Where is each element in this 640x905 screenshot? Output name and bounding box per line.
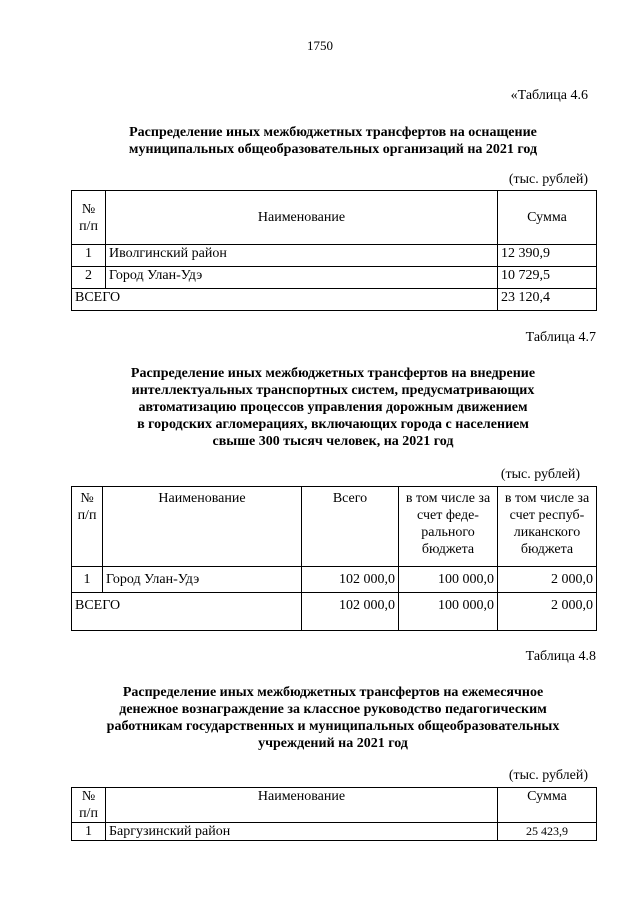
- total-sum: 23 120,4: [498, 289, 597, 311]
- table-4-7-title-line: автоматизацию процессов управления дорожным движением: [138, 400, 528, 415]
- total-label: ВСЕГО: [72, 593, 302, 631]
- table-4-7-label: Таблица 4.7: [525, 330, 596, 345]
- table-4-6-title-line: муниципальных общеобразовательных организаций на 2021 год: [128, 142, 538, 157]
- table-4-7-title: [70, 365, 596, 450]
- table-4-8-title: [70, 684, 596, 752]
- cell-num: 1: [72, 245, 106, 267]
- cell-num: 2: [72, 267, 106, 289]
- total-republic: 2 000,0: [498, 593, 597, 631]
- total-total: 102 000,0: [302, 593, 399, 631]
- total-federal: 100 000,0: [399, 593, 498, 631]
- table-4-7-title-line: свыше 300 тысяч человек, на 2021 год: [212, 434, 454, 449]
- header-num: № п/п: [72, 487, 103, 567]
- cell-sum: 12 390,9: [498, 245, 597, 267]
- table-header-row: [72, 788, 597, 823]
- cell-sum: 25 423,9: [498, 823, 597, 841]
- cell-name: Город Улан-Удэ: [103, 567, 302, 593]
- table-4-7-title-line: в городских агломерациях, включающих города с населением: [137, 417, 529, 432]
- cell-num: 1: [72, 823, 106, 841]
- table-4-6: [71, 190, 597, 311]
- table-4-8-unit: (тыс. рублей): [508, 768, 588, 783]
- table-4-8-title-line: учреждений на 2021 год: [258, 736, 408, 751]
- header-sum: Сумма: [498, 788, 597, 823]
- table-4-7-unit: (тыс. рублей): [500, 467, 580, 482]
- page-number: 1750: [307, 38, 333, 53]
- header-num: № п/п: [72, 191, 106, 245]
- total-label: ВСЕГО: [72, 289, 498, 311]
- cell-federal: 100 000,0: [399, 567, 498, 593]
- header-name: Наименование: [106, 788, 498, 823]
- table-4-8-title-line: денежное вознаграждение за классное руководство педагогическим: [119, 702, 547, 717]
- table-total-row: [72, 289, 597, 311]
- header-sum: Сумма: [498, 191, 597, 245]
- table-row: [72, 823, 597, 841]
- table-row: [72, 567, 597, 593]
- cell-name: Иволгинский район: [106, 245, 498, 267]
- table-row: [72, 245, 597, 267]
- cell-republic: 2 000,0: [498, 567, 597, 593]
- table-4-8: [71, 787, 597, 841]
- table-4-6-title-line: Распределение иных межбюджетных трансфертов на оснащение: [129, 125, 537, 140]
- header-federal: в том числе за счет феде-рального бюджета: [399, 487, 498, 567]
- cell-sum: 10 729,5: [498, 267, 597, 289]
- table-header-row: [72, 487, 597, 567]
- table-header-row: [72, 191, 597, 245]
- cell-name: Баргузинский район: [106, 823, 498, 841]
- table-4-8-title-line: Распределение иных межбюджетных трансфертов на ежемесячное: [122, 685, 544, 700]
- table-4-7-title-line: Распределение иных межбюджетных трансфертов на внедрение: [130, 366, 536, 381]
- header-republic: в том числе за счет респуб-ликанского бюджета: [498, 487, 597, 567]
- table-4-6-label: «Таблица 4.6: [510, 88, 588, 103]
- table-4-8-title-line: работникам государственных и муниципальных общеобразовательных: [106, 719, 560, 734]
- cell-num: 1: [72, 567, 103, 593]
- cell-total: 102 000,0: [302, 567, 399, 593]
- header-name: Наименование: [106, 191, 498, 245]
- cell-name: Город Улан-Удэ: [106, 267, 498, 289]
- header-num: № п/п: [72, 788, 106, 823]
- table-4-7: [71, 486, 597, 631]
- table-total-row: [72, 593, 597, 631]
- header-total: Всего: [302, 487, 399, 567]
- table-row: [72, 267, 597, 289]
- table-4-6-unit: (тыс. рублей): [508, 172, 588, 187]
- table-4-8-label: Таблица 4.8: [525, 649, 596, 664]
- table-4-6-title: [70, 124, 596, 158]
- header-name: Наименование: [103, 487, 302, 567]
- table-4-7-title-line: интеллектуальных транспортных систем, предусматривающих: [131, 383, 535, 398]
